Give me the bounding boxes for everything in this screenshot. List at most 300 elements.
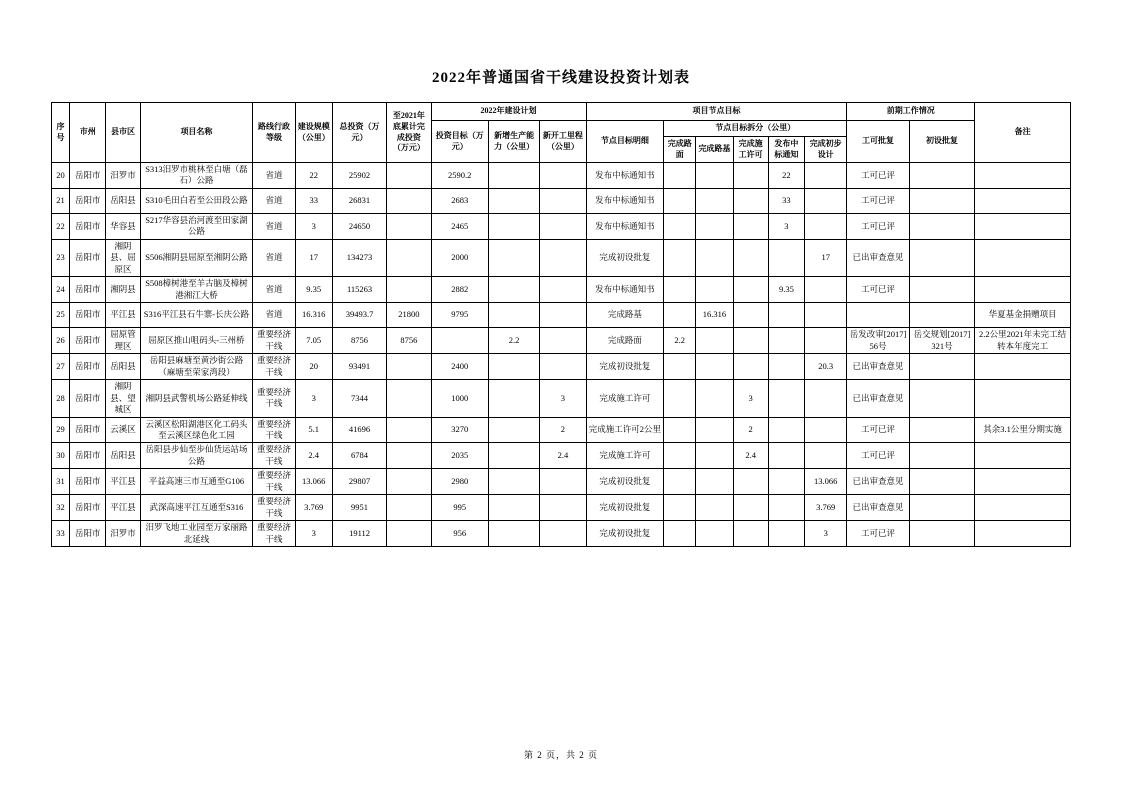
cell-bidNotice [768,495,804,521]
cell-city: 岳阳市 [70,188,106,213]
cell-invest: 6784 [332,443,386,469]
cell-feasibility: 已出审查意见 [847,495,909,521]
cell-remark [975,354,1071,380]
col-header-node-detail: 节点目标明细 [586,121,664,163]
table-row [52,417,1071,443]
cell-level: 省道 [253,163,295,189]
cell-initDesign [909,213,974,239]
investment-plan-table [51,102,1071,547]
cell-remark [975,380,1071,417]
cell-scale: 3 [295,380,332,417]
cell-city: 岳阳市 [70,380,106,417]
cell-name: S508樟树港至羊古脑及樟树港湘江大桥 [140,277,253,303]
cell-name: 云溪区松阳湖港区化工码头至云溪区绿色化工园 [140,417,253,443]
cell-remark [975,443,1071,469]
cell-target: 2980 [431,469,488,495]
cell-seq: 26 [52,328,70,354]
cell-target: 2000 [431,239,488,276]
cell-newStart [540,303,586,328]
col-header-level: 路线行政等级 [253,103,295,163]
cell-bidNotice [768,239,804,276]
col-header-road-surface: 完成路面 [664,137,696,163]
cell-bidNotice: 3 [768,213,804,239]
cell-county: 云溪区 [106,417,140,443]
cell-newCap [488,521,539,547]
cell-county: 屈原管理区 [106,328,140,354]
cell-roadBase [696,380,733,417]
cell-initDesign [909,239,974,276]
cell-feasibility: 工可已评 [847,163,909,189]
col-header-done2021: 至2021年底累计完成投资（万元） [387,103,431,163]
cell-nodeDetail: 发布中标通知书 [586,213,664,239]
cell-level: 省道 [253,277,295,303]
cell-nodeDetail: 完成初设批复 [586,354,664,380]
cell-seq: 21 [52,188,70,213]
col-group-plan2022: 2022年建设计划 [431,103,586,121]
cell-initDesign [909,380,974,417]
cell-invest: 29807 [332,469,386,495]
col-header-city: 市州 [70,103,106,163]
cell-roadBase [696,239,733,276]
cell-newStart [540,163,586,189]
cell-bidNotice [768,417,804,443]
cell-name: 平益高速三市互通至G106 [140,469,253,495]
col-header-scale: 建设规模（公里） [295,103,332,163]
cell-seq: 31 [52,469,70,495]
cell-scale: 16.316 [295,303,332,328]
cell-roadBase [696,163,733,189]
table-row [52,188,1071,213]
cell-scale: 13.066 [295,469,332,495]
cell-county: 湘阴县、望城区 [106,380,140,417]
cell-bidNotice [768,328,804,354]
cell-newStart [540,495,586,521]
cell-newStart [540,328,586,354]
cell-remark [975,213,1071,239]
cell-initDesign [909,354,974,380]
cell-prelimDesign [805,328,847,354]
cell-target: 2400 [431,354,488,380]
cell-seq: 24 [52,277,70,303]
cell-constrPermit [733,521,768,547]
cell-roadSurface [664,521,696,547]
cell-initDesign [909,277,974,303]
cell-nodeDetail: 发布中标通知书 [586,163,664,189]
cell-initDesign: 岳交规划[2017]321号 [909,328,974,354]
cell-county: 湘阴县 [106,277,140,303]
cell-scale: 5.1 [295,417,332,443]
cell-roadSurface [664,417,696,443]
page-footer: 第 2 页，共 2 页 [523,750,598,760]
col-header-county: 县市区 [106,103,140,163]
cell-seq: 27 [52,354,70,380]
cell-level: 重要经济干线 [253,417,295,443]
col-header-prelim-design: 完成初步设计 [805,137,847,163]
cell-bidNotice [768,469,804,495]
cell-bidNotice [768,521,804,547]
cell-invest: 41696 [332,417,386,443]
cell-city: 岳阳市 [70,163,106,189]
cell-scale: 22 [295,163,332,189]
cell-newStart: 2.4 [540,443,586,469]
cell-target: 2882 [431,277,488,303]
cell-prelimDesign: 13.066 [805,469,847,495]
cell-roadSurface [664,303,696,328]
cell-initDesign [909,163,974,189]
cell-scale: 3.769 [295,495,332,521]
cell-level: 重要经济干线 [253,443,295,469]
table-header [52,103,1071,163]
cell-city: 岳阳市 [70,521,106,547]
cell-seq: 20 [52,163,70,189]
cell-prelimDesign [805,163,847,189]
cell-done2021 [387,495,431,521]
cell-newStart [540,213,586,239]
cell-invest: 26831 [332,188,386,213]
cell-level: 省道 [253,213,295,239]
cell-done2021 [387,213,431,239]
cell-initDesign [909,521,974,547]
cell-level: 重要经济干线 [253,328,295,354]
cell-prelimDesign [805,303,847,328]
table-body [52,163,1071,547]
cell-name: S217华容县治河渡至田家湖公路 [140,213,253,239]
cell-feasibility: 已出审查意见 [847,469,909,495]
cell-bidNotice: 9.35 [768,277,804,303]
cell-level: 重要经济干线 [253,354,295,380]
col-header-feasibility: 工可批复 [847,121,909,163]
cell-initDesign [909,495,974,521]
cell-constrPermit: 2.4 [733,443,768,469]
cell-target: 3270 [431,417,488,443]
cell-roadBase [696,495,733,521]
cell-target: 995 [431,495,488,521]
cell-initDesign [909,303,974,328]
cell-nodeDetail: 完成施工许可 [586,380,664,417]
cell-roadBase [696,328,733,354]
table-row [52,495,1071,521]
cell-county: 岳阳县 [106,443,140,469]
cell-seq: 32 [52,495,70,521]
cell-scale: 3 [295,521,332,547]
col-header-road-base: 完成路基 [696,137,733,163]
cell-city: 岳阳市 [70,469,106,495]
cell-bidNotice [768,443,804,469]
cell-roadSurface: 2.2 [664,328,696,354]
cell-done2021 [387,354,431,380]
cell-feasibility: 岳发改审[2017]56号 [847,328,909,354]
cell-newCap [488,303,539,328]
cell-done2021 [387,380,431,417]
cell-target: 1000 [431,380,488,417]
cell-roadSurface [664,495,696,521]
cell-remark [975,277,1071,303]
col-header-new-start: 新开工里程（公里） [540,121,586,163]
cell-nodeDetail: 完成初设批复 [586,469,664,495]
col-header-name: 项目名称 [140,103,253,163]
table-row [52,213,1071,239]
table-row [52,328,1071,354]
cell-city: 岳阳市 [70,213,106,239]
cell-county: 汨罗市 [106,163,140,189]
cell-constrPermit [733,354,768,380]
cell-target: 2590.2 [431,163,488,189]
cell-remark [975,163,1071,189]
table-row [52,277,1071,303]
table-row [52,469,1071,495]
cell-roadSurface [664,188,696,213]
cell-name: 岳阳县麻塘至黄沙街公路（麻塘至荣家湾段） [140,354,253,380]
cell-remark: 华夏基金捐赠项目 [975,303,1071,328]
page-title: 2022年普通国省干线建设投资计划表 [431,70,690,86]
col-header-init-design: 初设批复 [909,121,974,163]
cell-seq: 23 [52,239,70,276]
cell-target: 956 [431,521,488,547]
cell-roadSurface [664,443,696,469]
cell-feasibility: 已出审查意见 [847,354,909,380]
cell-initDesign [909,443,974,469]
cell-target [431,328,488,354]
cell-roadBase: 16.316 [696,303,733,328]
cell-done2021 [387,521,431,547]
cell-feasibility: 工可已评 [847,417,909,443]
cell-county: 岳阳县 [106,188,140,213]
cell-nodeDetail: 完成路面 [586,328,664,354]
cell-newStart [540,239,586,276]
cell-scale: 2.4 [295,443,332,469]
cell-city: 岳阳市 [70,417,106,443]
cell-county: 汨罗市 [106,521,140,547]
cell-prelimDesign: 17 [805,239,847,276]
cell-constrPermit [733,303,768,328]
cell-newStart: 2 [540,417,586,443]
cell-county: 湘阴县、屈原区 [106,239,140,276]
cell-bidNotice [768,303,804,328]
cell-scale: 17 [295,239,332,276]
cell-feasibility: 工可已评 [847,277,909,303]
cell-initDesign [909,188,974,213]
cell-newCap [488,213,539,239]
cell-roadSurface [664,213,696,239]
cell-roadSurface [664,469,696,495]
cell-feasibility: 已出审查意见 [847,239,909,276]
cell-invest: 7344 [332,380,386,417]
cell-city: 岳阳市 [70,328,106,354]
cell-constrPermit [733,188,768,213]
cell-roadBase [696,443,733,469]
cell-done2021 [387,277,431,303]
cell-name: S313汨罗市桃林至白塘（磊石）公路 [140,163,253,189]
col-header-bid-notice: 发布中标通知 [768,137,804,163]
cell-prelimDesign [805,188,847,213]
cell-roadBase [696,213,733,239]
table-row [52,521,1071,547]
cell-feasibility [847,303,909,328]
cell-remark [975,239,1071,276]
cell-done2021 [387,417,431,443]
cell-done2021 [387,163,431,189]
cell-constrPermit: 3 [733,380,768,417]
col-header-constr-permit: 完成施工许可 [733,137,768,163]
cell-target: 9795 [431,303,488,328]
col-header-invest: 总投资（万元） [332,103,386,163]
cell-prelimDesign: 3 [805,521,847,547]
cell-newStart [540,354,586,380]
cell-nodeDetail: 完成路基 [586,303,664,328]
cell-name: 湘阴县武警机场公路延伸线 [140,380,253,417]
cell-prelimDesign [805,417,847,443]
cell-nodeDetail: 完成初设批复 [586,521,664,547]
cell-remark [975,469,1071,495]
table-row [52,163,1071,189]
cell-city: 岳阳市 [70,303,106,328]
cell-remark [975,521,1071,547]
col-header-seq: 序号 [52,103,70,163]
cell-feasibility: 已出审查意见 [847,380,909,417]
cell-remark [975,188,1071,213]
cell-done2021 [387,443,431,469]
cell-feasibility: 工可已评 [847,443,909,469]
cell-newCap [488,495,539,521]
cell-roadBase [696,354,733,380]
cell-done2021 [387,239,431,276]
cell-roadSurface [664,277,696,303]
cell-seq: 25 [52,303,70,328]
cell-constrPermit: 2 [733,417,768,443]
table-container [51,102,1073,547]
cell-invest: 134273 [332,239,386,276]
cell-initDesign [909,469,974,495]
cell-invest: 93491 [332,354,386,380]
cell-roadSurface [664,354,696,380]
cell-seq: 30 [52,443,70,469]
cell-roadBase [696,417,733,443]
cell-constrPermit [733,213,768,239]
table-row [52,443,1071,469]
cell-prelimDesign [805,443,847,469]
cell-constrPermit [733,239,768,276]
cell-initDesign [909,417,974,443]
cell-roadBase [696,188,733,213]
cell-invest: 39493.7 [332,303,386,328]
cell-nodeDetail: 发布中标通知书 [586,188,664,213]
cell-level: 省道 [253,303,295,328]
cell-invest: 25902 [332,163,386,189]
cell-bidNotice: 33 [768,188,804,213]
cell-county: 岳阳县 [106,354,140,380]
cell-prelimDesign [805,380,847,417]
cell-remark [975,495,1071,521]
cell-scale: 7.05 [295,328,332,354]
cell-name: 汨罗飞地工业园至万家丽路北延线 [140,521,253,547]
cell-scale: 9.35 [295,277,332,303]
cell-nodeDetail: 完成施工许可 [586,443,664,469]
cell-newCap [488,163,539,189]
cell-feasibility: 工可已评 [847,213,909,239]
cell-roadBase [696,521,733,547]
cell-prelimDesign: 3.769 [805,495,847,521]
cell-nodeDetail: 完成施工许可2公里 [586,417,664,443]
cell-county: 平江县 [106,469,140,495]
cell-constrPermit [733,277,768,303]
col-group-pre-work: 前期工作情况 [847,103,975,121]
cell-level: 重要经济干线 [253,521,295,547]
cell-prelimDesign [805,277,847,303]
cell-invest: 24650 [332,213,386,239]
cell-constrPermit [733,328,768,354]
cell-level: 重要经济干线 [253,495,295,521]
cell-city: 岳阳市 [70,239,106,276]
cell-newCap [488,417,539,443]
cell-newCap [488,354,539,380]
cell-invest: 9951 [332,495,386,521]
cell-bidNotice [768,380,804,417]
cell-level: 重要经济干线 [253,469,295,495]
cell-target: 2683 [431,188,488,213]
col-group-node-target: 项目节点目标 [586,103,847,121]
cell-newCap [488,239,539,276]
cell-invest: 19112 [332,521,386,547]
cell-done2021 [387,469,431,495]
cell-target: 2465 [431,213,488,239]
col-header-remark: 备注 [975,103,1071,163]
cell-county: 平江县 [106,495,140,521]
cell-target: 2035 [431,443,488,469]
cell-county: 平江县 [106,303,140,328]
cell-constrPermit [733,469,768,495]
cell-bidNotice: 22 [768,163,804,189]
col-header-target: 投资目标（万元） [431,121,488,163]
cell-name: 岳阳县步仙至步仙货运站场公路 [140,443,253,469]
cell-city: 岳阳市 [70,443,106,469]
table-row [52,239,1071,276]
cell-roadSurface [664,163,696,189]
cell-level: 重要经济干线 [253,380,295,417]
cell-constrPermit [733,163,768,189]
table-row [52,380,1071,417]
cell-newCap [488,277,539,303]
cell-scale: 20 [295,354,332,380]
cell-newCap [488,188,539,213]
cell-nodeDetail: 发布中标通知书 [586,277,664,303]
cell-prelimDesign [805,213,847,239]
cell-seq: 22 [52,213,70,239]
cell-name: S316平江县石牛寨-长庆公路 [140,303,253,328]
cell-invest: 8756 [332,328,386,354]
cell-done2021 [387,188,431,213]
cell-newStart [540,277,586,303]
cell-roadSurface [664,380,696,417]
cell-remark: 2.2公里2021年未完工结转本年度完工 [975,328,1071,354]
table-row [52,303,1071,328]
cell-newCap [488,380,539,417]
cell-newCap: 2.2 [488,328,539,354]
cell-name: 武深高速平江互通至S316 [140,495,253,521]
cell-seq: 28 [52,380,70,417]
cell-county: 华容县 [106,213,140,239]
cell-prelimDesign: 20.3 [805,354,847,380]
cell-newStart: 3 [540,380,586,417]
cell-newStart [540,521,586,547]
cell-scale: 33 [295,188,332,213]
cell-name: S310毛田白若至公田段公路 [140,188,253,213]
cell-bidNotice [768,354,804,380]
cell-city: 岳阳市 [70,354,106,380]
cell-seq: 33 [52,521,70,547]
cell-remark: 其余3.1公里分期实施 [975,417,1071,443]
cell-nodeDetail: 完成初设批复 [586,495,664,521]
cell-newCap [488,469,539,495]
